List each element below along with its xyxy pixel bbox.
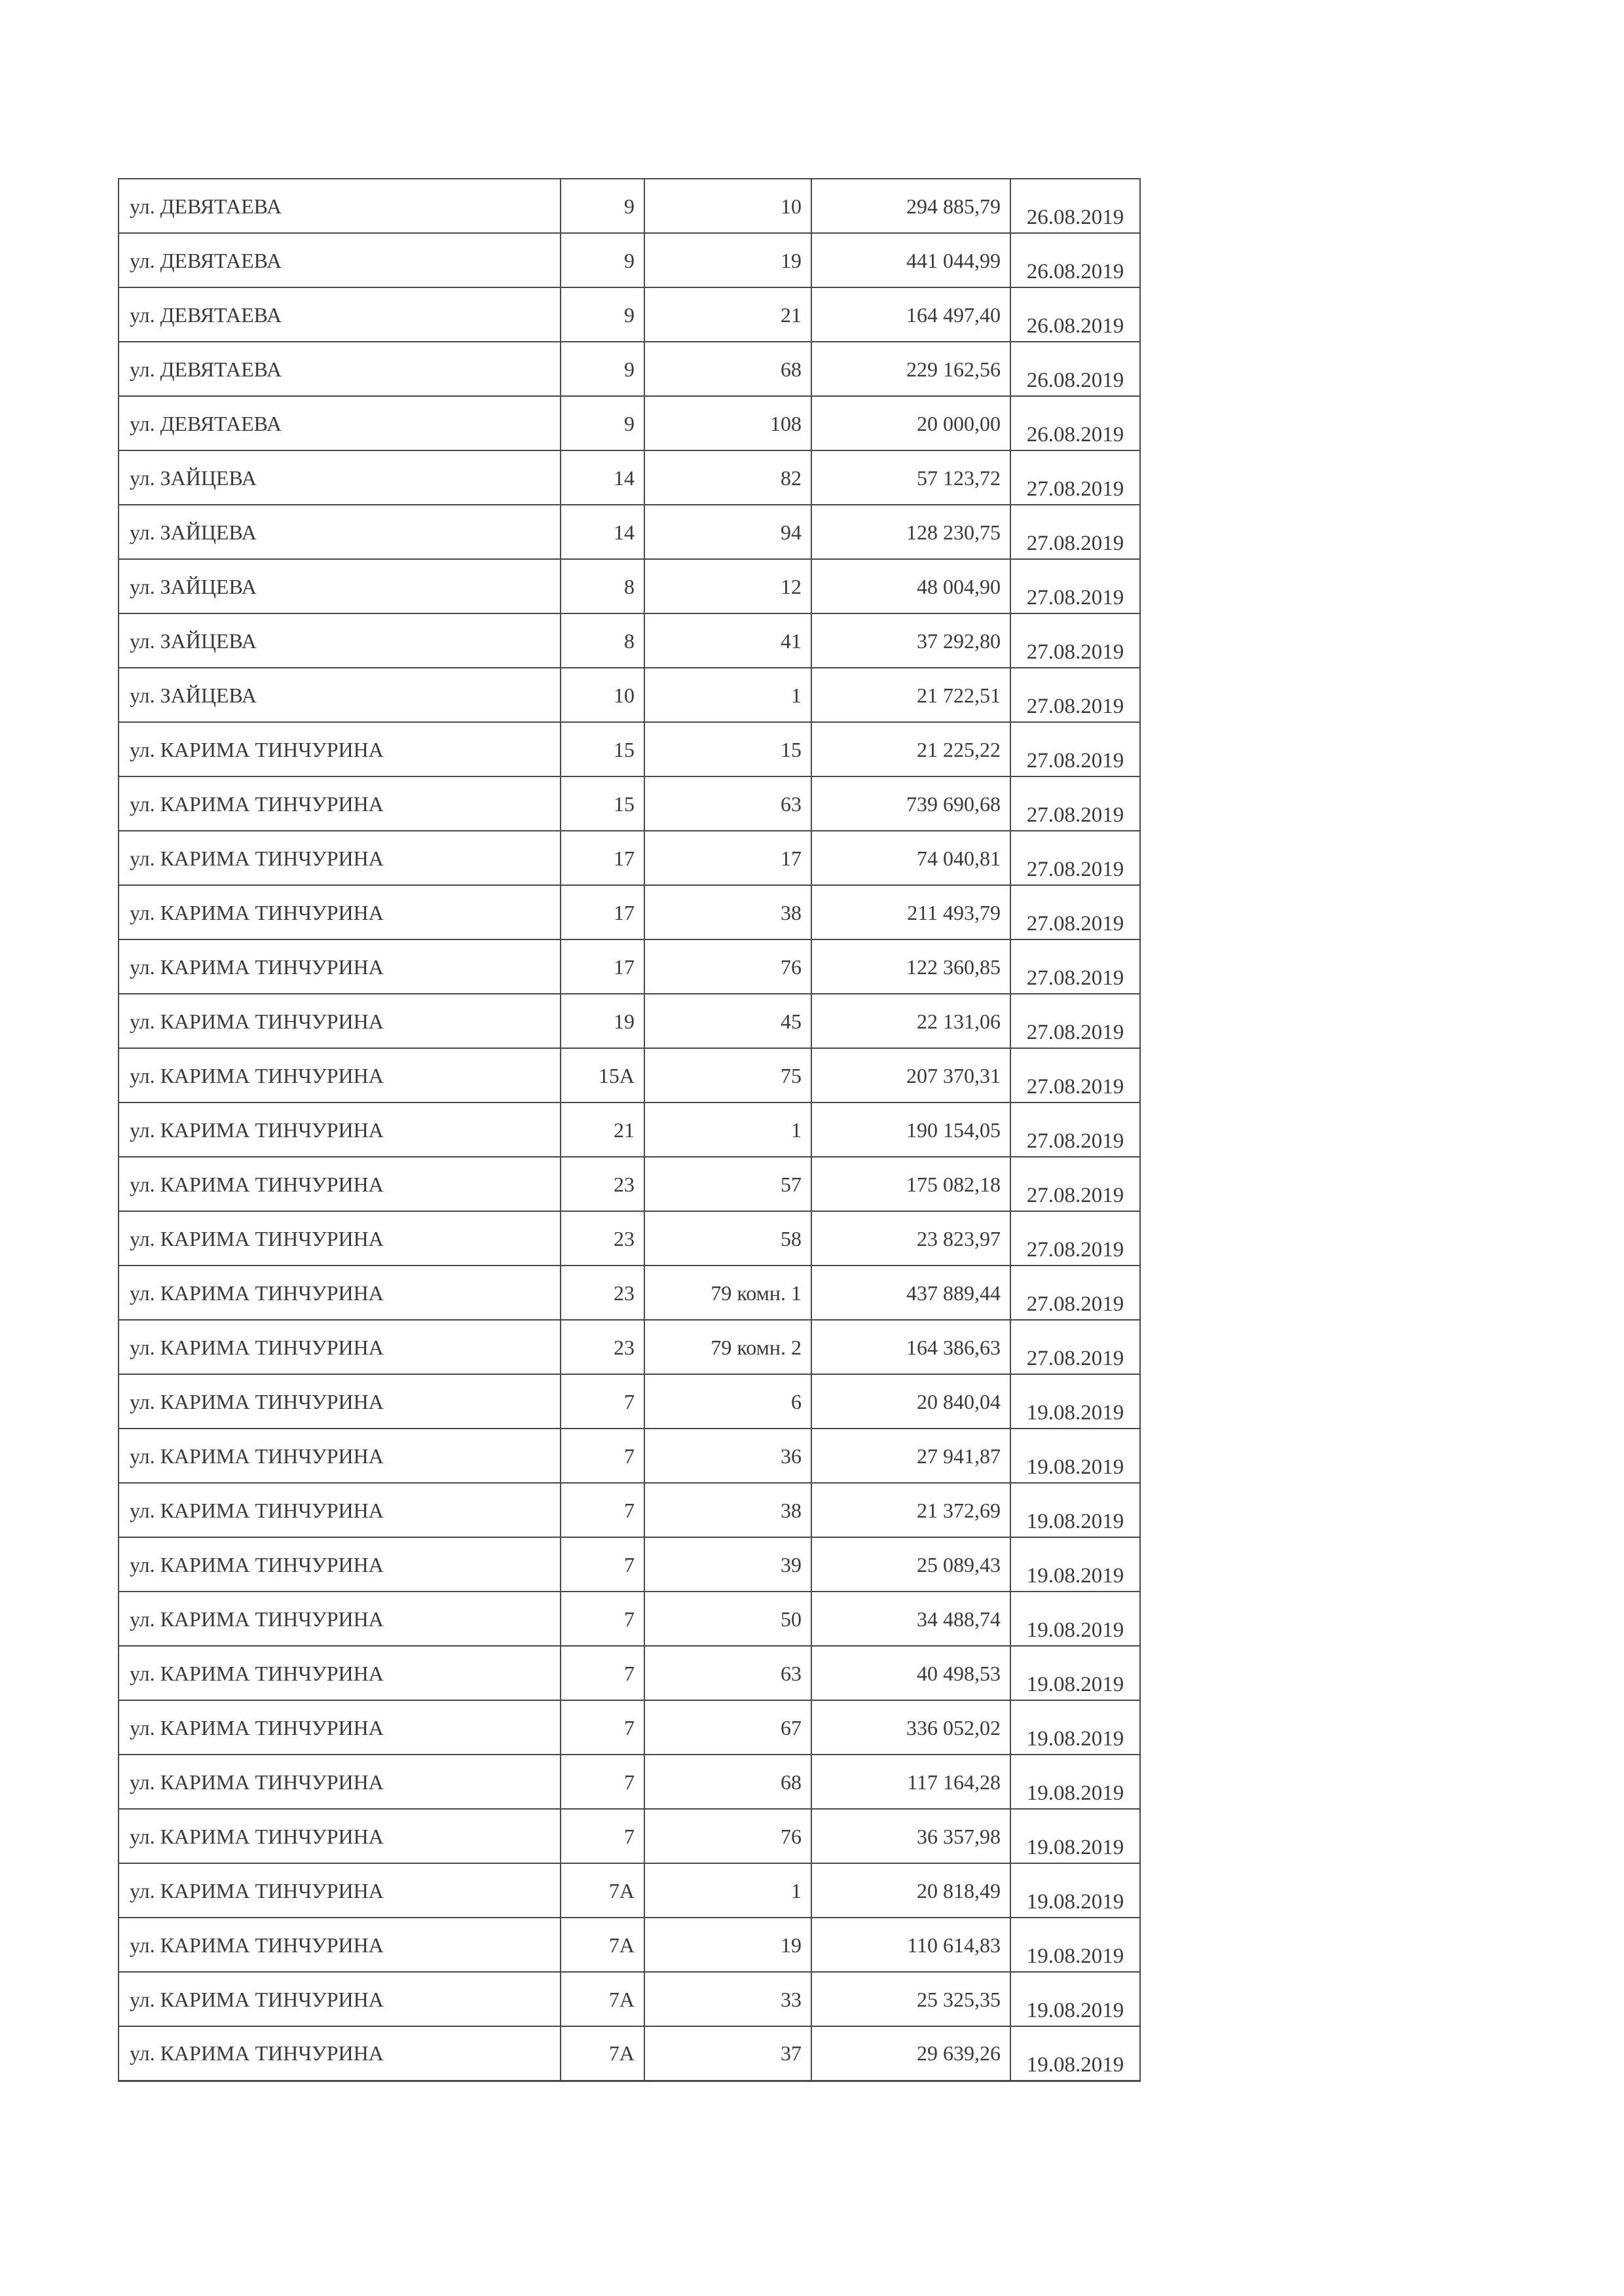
debt-amount-cell: 21 372,69 xyxy=(811,1483,1010,1537)
house-number-cell: 7 xyxy=(561,1374,644,1429)
apartment-cell: 10 xyxy=(644,179,811,233)
table-row xyxy=(119,1972,1140,2026)
house-number-cell: 7А xyxy=(561,2026,644,2081)
house-number-cell: 7 xyxy=(561,1592,644,1646)
table-row xyxy=(119,1157,1140,1211)
street-cell: ул. КАРИМА ТИНЧУРИНА xyxy=(119,1266,561,1320)
date-cell: 19.08.2019 xyxy=(1010,2026,1140,2081)
house-number-cell: 17 xyxy=(561,939,644,994)
street-cell: ул. ЗАЙЦЕВА xyxy=(119,505,561,559)
house-number-cell: 17 xyxy=(561,831,644,885)
house-number-cell: 9 xyxy=(561,287,644,342)
debt-amount-cell: 21 722,51 xyxy=(811,668,1010,722)
apartment-cell: 68 xyxy=(644,1755,811,1809)
street-cell: ул. КАРИМА ТИНЧУРИНА xyxy=(119,1320,561,1374)
table-row xyxy=(119,1755,1140,1809)
house-number-cell: 19 xyxy=(561,994,644,1048)
apartment-cell: 45 xyxy=(644,994,811,1048)
street-cell: ул. КАРИМА ТИНЧУРИНА xyxy=(119,1972,561,2026)
house-number-cell: 8 xyxy=(561,613,644,668)
date-cell: 19.08.2019 xyxy=(1010,1483,1140,1537)
date-cell: 26.08.2019 xyxy=(1010,179,1140,233)
table-row xyxy=(119,668,1140,722)
street-cell: ул. КАРИМА ТИНЧУРИНА xyxy=(119,1374,561,1429)
table-row xyxy=(119,939,1140,994)
table-row xyxy=(119,1211,1140,1266)
table-row xyxy=(119,613,1140,668)
date-cell: 27.08.2019 xyxy=(1010,613,1140,668)
table-row xyxy=(119,1048,1140,1102)
apartment-cell: 57 xyxy=(644,1157,811,1211)
date-cell: 19.08.2019 xyxy=(1010,1700,1140,1755)
table-row xyxy=(119,179,1140,233)
house-number-cell: 7А xyxy=(561,1918,644,1972)
table-row xyxy=(119,1320,1140,1374)
debt-amount-cell: 20 840,04 xyxy=(811,1374,1010,1429)
date-cell: 19.08.2019 xyxy=(1010,1374,1140,1429)
house-number-cell: 7 xyxy=(561,1483,644,1537)
apartment-cell: 19 xyxy=(644,233,811,287)
date-cell: 19.08.2019 xyxy=(1010,1537,1140,1592)
apartment-cell: 33 xyxy=(644,1972,811,2026)
debt-table xyxy=(118,178,1141,2082)
street-cell: ул. КАРИМА ТИНЧУРИНА xyxy=(119,1048,561,1102)
apartment-cell: 94 xyxy=(644,505,811,559)
street-cell: ул. ДЕВЯТАЕВА xyxy=(119,396,561,450)
street-cell: ул. КАРИМА ТИНЧУРИНА xyxy=(119,1755,561,1809)
street-cell: ул. КАРИМА ТИНЧУРИНА xyxy=(119,1157,561,1211)
house-number-cell: 14 xyxy=(561,450,644,505)
debt-amount-cell: 23 823,97 xyxy=(811,1211,1010,1266)
table-row xyxy=(119,342,1140,396)
apartment-cell: 1 xyxy=(644,1102,811,1157)
debt-amount-cell: 29 639,26 xyxy=(811,2026,1010,2081)
document-sheet xyxy=(118,178,1139,2082)
date-cell: 27.08.2019 xyxy=(1010,885,1140,939)
date-cell: 27.08.2019 xyxy=(1010,939,1140,994)
table-row xyxy=(119,776,1140,831)
debt-amount-cell: 437 889,44 xyxy=(811,1266,1010,1320)
street-cell: ул. КАРИМА ТИНЧУРИНА xyxy=(119,1700,561,1755)
date-cell: 19.08.2019 xyxy=(1010,1646,1140,1700)
debt-amount-cell: 190 154,05 xyxy=(811,1102,1010,1157)
street-cell: ул. ЗАЙЦЕВА xyxy=(119,668,561,722)
debt-amount-cell: 25 325,35 xyxy=(811,1972,1010,2026)
house-number-cell: 9 xyxy=(561,233,644,287)
debt-amount-cell: 164 386,63 xyxy=(811,1320,1010,1374)
house-number-cell: 21 xyxy=(561,1102,644,1157)
debt-amount-cell: 117 164,28 xyxy=(811,1755,1010,1809)
street-cell: ул. ДЕВЯТАЕВА xyxy=(119,179,561,233)
street-cell: ул. ЗАЙЦЕВА xyxy=(119,559,561,613)
street-cell: ул. ЗАЙЦЕВА xyxy=(119,450,561,505)
date-cell: 27.08.2019 xyxy=(1010,994,1140,1048)
apartment-cell: 1 xyxy=(644,1863,811,1918)
house-number-cell: 15А xyxy=(561,1048,644,1102)
table-row xyxy=(119,885,1140,939)
table-row xyxy=(119,1537,1140,1592)
date-cell: 27.08.2019 xyxy=(1010,1211,1140,1266)
table-row xyxy=(119,1374,1140,1429)
debt-amount-cell: 20 818,49 xyxy=(811,1863,1010,1918)
table-row xyxy=(119,831,1140,885)
debt-amount-cell: 336 052,02 xyxy=(811,1700,1010,1755)
apartment-cell: 67 xyxy=(644,1700,811,1755)
street-cell: ул. КАРИМА ТИНЧУРИНА xyxy=(119,722,561,776)
date-cell: 19.08.2019 xyxy=(1010,1863,1140,1918)
street-cell: ул. КАРИМА ТИНЧУРИНА xyxy=(119,1102,561,1157)
apartment-cell: 39 xyxy=(644,1537,811,1592)
table-row xyxy=(119,1700,1140,1755)
house-number-cell: 9 xyxy=(561,342,644,396)
street-cell: ул. ДЕВЯТАЕВА xyxy=(119,233,561,287)
debt-amount-cell: 74 040,81 xyxy=(811,831,1010,885)
date-cell: 27.08.2019 xyxy=(1010,505,1140,559)
debt-amount-cell: 22 131,06 xyxy=(811,994,1010,1048)
table-row xyxy=(119,2026,1140,2081)
street-cell: ул. КАРИМА ТИНЧУРИНА xyxy=(119,939,561,994)
apartment-cell: 82 xyxy=(644,450,811,505)
house-number-cell: 7 xyxy=(561,1429,644,1483)
street-cell: ул. КАРИМА ТИНЧУРИНА xyxy=(119,1592,561,1646)
apartment-cell: 79 комн. 1 xyxy=(644,1266,811,1320)
apartment-cell: 38 xyxy=(644,1483,811,1537)
table-row xyxy=(119,450,1140,505)
debt-amount-cell: 21 225,22 xyxy=(811,722,1010,776)
street-cell: ул. КАРИМА ТИНЧУРИНА xyxy=(119,1863,561,1918)
apartment-cell: 6 xyxy=(644,1374,811,1429)
house-number-cell: 7 xyxy=(561,1755,644,1809)
street-cell: ул. КАРИМА ТИНЧУРИНА xyxy=(119,1211,561,1266)
apartment-cell: 76 xyxy=(644,939,811,994)
apartment-cell: 50 xyxy=(644,1592,811,1646)
street-cell: ул. КАРИМА ТИНЧУРИНА xyxy=(119,1429,561,1483)
date-cell: 19.08.2019 xyxy=(1010,1755,1140,1809)
table-row xyxy=(119,1592,1140,1646)
table-row xyxy=(119,1918,1140,1972)
date-cell: 27.08.2019 xyxy=(1010,1320,1140,1374)
apartment-cell: 19 xyxy=(644,1918,811,1972)
debt-amount-cell: 128 230,75 xyxy=(811,505,1010,559)
date-cell: 27.08.2019 xyxy=(1010,1048,1140,1102)
house-number-cell: 17 xyxy=(561,885,644,939)
date-cell: 27.08.2019 xyxy=(1010,450,1140,505)
debt-amount-cell: 110 614,83 xyxy=(811,1918,1010,1972)
apartment-cell: 63 xyxy=(644,1646,811,1700)
date-cell: 26.08.2019 xyxy=(1010,233,1140,287)
street-cell: ул. КАРИМА ТИНЧУРИНА xyxy=(119,994,561,1048)
house-number-cell: 23 xyxy=(561,1320,644,1374)
house-number-cell: 23 xyxy=(561,1266,644,1320)
debt-amount-cell: 207 370,31 xyxy=(811,1048,1010,1102)
house-number-cell: 23 xyxy=(561,1211,644,1266)
house-number-cell: 7А xyxy=(561,1863,644,1918)
street-cell: ул. ДЕВЯТАЕВА xyxy=(119,287,561,342)
house-number-cell: 14 xyxy=(561,505,644,559)
house-number-cell: 7 xyxy=(561,1700,644,1755)
date-cell: 19.08.2019 xyxy=(1010,1918,1140,1972)
date-cell: 27.08.2019 xyxy=(1010,1157,1140,1211)
street-cell: ул. КАРИМА ТИНЧУРИНА xyxy=(119,1483,561,1537)
date-cell: 19.08.2019 xyxy=(1010,1809,1140,1863)
debt-amount-cell: 229 162,56 xyxy=(811,342,1010,396)
table-row xyxy=(119,396,1140,450)
table-row xyxy=(119,994,1140,1048)
apartment-cell: 21 xyxy=(644,287,811,342)
debt-amount-cell: 57 123,72 xyxy=(811,450,1010,505)
date-cell: 26.08.2019 xyxy=(1010,342,1140,396)
debt-amount-cell: 211 493,79 xyxy=(811,885,1010,939)
street-cell: ул. ЗАЙЦЕВА xyxy=(119,613,561,668)
table-row xyxy=(119,1483,1140,1537)
apartment-cell: 36 xyxy=(644,1429,811,1483)
house-number-cell: 7А xyxy=(561,1972,644,2026)
table-row xyxy=(119,1646,1140,1700)
house-number-cell: 15 xyxy=(561,776,644,831)
debt-table-body xyxy=(119,179,1140,2081)
apartment-cell: 41 xyxy=(644,613,811,668)
debt-amount-cell: 25 089,43 xyxy=(811,1537,1010,1592)
date-cell: 27.08.2019 xyxy=(1010,1102,1140,1157)
debt-amount-cell: 36 357,98 xyxy=(811,1809,1010,1863)
house-number-cell: 10 xyxy=(561,668,644,722)
apartment-cell: 108 xyxy=(644,396,811,450)
street-cell: ул. КАРИМА ТИНЧУРИНА xyxy=(119,1537,561,1592)
apartment-cell: 12 xyxy=(644,559,811,613)
date-cell: 19.08.2019 xyxy=(1010,1972,1140,2026)
date-cell: 27.08.2019 xyxy=(1010,668,1140,722)
house-number-cell: 7 xyxy=(561,1646,644,1700)
debt-amount-cell: 34 488,74 xyxy=(811,1592,1010,1646)
debt-amount-cell: 175 082,18 xyxy=(811,1157,1010,1211)
street-cell: ул. КАРИМА ТИНЧУРИНА xyxy=(119,1809,561,1863)
table-row xyxy=(119,1863,1140,1918)
debt-amount-cell: 48 004,90 xyxy=(811,559,1010,613)
street-cell: ул. ДЕВЯТАЕВА xyxy=(119,342,561,396)
apartment-cell: 38 xyxy=(644,885,811,939)
apartment-cell: 58 xyxy=(644,1211,811,1266)
date-cell: 27.08.2019 xyxy=(1010,831,1140,885)
apartment-cell: 79 комн. 2 xyxy=(644,1320,811,1374)
street-cell: ул. КАРИМА ТИНЧУРИНА xyxy=(119,2026,561,2081)
house-number-cell: 8 xyxy=(561,559,644,613)
date-cell: 27.08.2019 xyxy=(1010,559,1140,613)
house-number-cell: 9 xyxy=(561,396,644,450)
debt-amount-cell: 37 292,80 xyxy=(811,613,1010,668)
street-cell: ул. КАРИМА ТИНЧУРИНА xyxy=(119,1918,561,1972)
debt-amount-cell: 122 360,85 xyxy=(811,939,1010,994)
street-cell: ул. КАРИМА ТИНЧУРИНА xyxy=(119,885,561,939)
table-row xyxy=(119,1809,1140,1863)
debt-amount-cell: 441 044,99 xyxy=(811,233,1010,287)
debt-amount-cell: 20 000,00 xyxy=(811,396,1010,450)
apartment-cell: 37 xyxy=(644,2026,811,2081)
apartment-cell: 17 xyxy=(644,831,811,885)
date-cell: 19.08.2019 xyxy=(1010,1429,1140,1483)
table-row xyxy=(119,1266,1140,1320)
date-cell: 27.08.2019 xyxy=(1010,776,1140,831)
date-cell: 27.08.2019 xyxy=(1010,1266,1140,1320)
street-cell: ул. КАРИМА ТИНЧУРИНА xyxy=(119,776,561,831)
debt-amount-cell: 739 690,68 xyxy=(811,776,1010,831)
table-row xyxy=(119,233,1140,287)
debt-amount-cell: 27 941,87 xyxy=(811,1429,1010,1483)
date-cell: 27.08.2019 xyxy=(1010,722,1140,776)
apartment-cell: 68 xyxy=(644,342,811,396)
street-cell: ул. КАРИМА ТИНЧУРИНА xyxy=(119,831,561,885)
apartment-cell: 76 xyxy=(644,1809,811,1863)
apartment-cell: 63 xyxy=(644,776,811,831)
table-row xyxy=(119,559,1140,613)
house-number-cell: 7 xyxy=(561,1809,644,1863)
table-row xyxy=(119,287,1140,342)
apartment-cell: 1 xyxy=(644,668,811,722)
street-cell: ул. КАРИМА ТИНЧУРИНА xyxy=(119,1646,561,1700)
debt-amount-cell: 294 885,79 xyxy=(811,179,1010,233)
table-row xyxy=(119,722,1140,776)
debt-amount-cell: 164 497,40 xyxy=(811,287,1010,342)
apartment-cell: 75 xyxy=(644,1048,811,1102)
debt-amount-cell: 40 498,53 xyxy=(811,1646,1010,1700)
apartment-cell: 15 xyxy=(644,722,811,776)
date-cell: 26.08.2019 xyxy=(1010,396,1140,450)
house-number-cell: 9 xyxy=(561,179,644,233)
date-cell: 19.08.2019 xyxy=(1010,1592,1140,1646)
date-cell: 26.08.2019 xyxy=(1010,287,1140,342)
house-number-cell: 15 xyxy=(561,722,644,776)
house-number-cell: 23 xyxy=(561,1157,644,1211)
table-row xyxy=(119,1429,1140,1483)
house-number-cell: 7 xyxy=(561,1537,644,1592)
table-row xyxy=(119,505,1140,559)
table-row xyxy=(119,1102,1140,1157)
